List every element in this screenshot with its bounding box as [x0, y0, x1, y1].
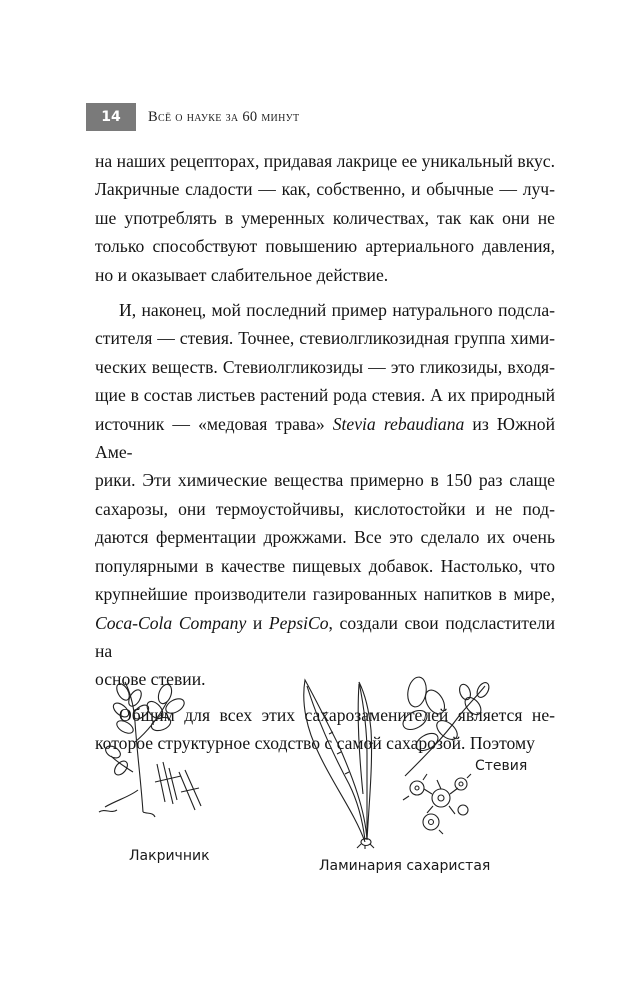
text-run: на наших рецепторах, придавая лакрице ее уникальный вкус.: [95, 151, 555, 171]
text-line: [95, 147, 555, 175]
text-line: [95, 175, 555, 203]
paragraph: [95, 296, 555, 694]
text-run: даются ферментации дрожжами. Все это сделало их очень: [95, 527, 555, 548]
text-line: [95, 410, 555, 467]
text-run: ше употреблять в умеренных количествах, так как они не: [95, 207, 555, 228]
text-run: сахарозы, они термоустойчивы, кислотостойки и не под-: [95, 498, 555, 519]
text-line: [95, 552, 555, 580]
text-line: [95, 296, 555, 324]
licorice-plant-illustration: [95, 672, 215, 822]
text-run: основе стевии.: [95, 669, 206, 690]
text-run: рики. Эти химические вещества примерно в 150 раз слаще: [95, 470, 555, 491]
page-number: 14: [86, 103, 136, 131]
italic-term: PepsiCo: [268, 612, 329, 633]
text-run: стителя — стевия. Точнее, стевиолгликозидная группа хими-: [95, 328, 555, 349]
text-run: источник — «медовая трава»: [95, 413, 333, 434]
text-run: ческих веществ. Стевиолгликозиды — это гликозиды, входя-: [95, 356, 555, 377]
text-run: Лакричные сладости — как, собственно, и обычные — луч-: [95, 179, 555, 200]
text-run: Общим для всех этих сахарозаменителей является не-: [119, 704, 555, 725]
text-line: [95, 580, 555, 608]
text-line: [95, 609, 555, 666]
plants-figure: [95, 672, 555, 882]
stevia-caption: Стевия: [475, 758, 528, 774]
text-run: И, наконец, мой последний пример натурального подсла-: [119, 300, 555, 321]
text-run: из Южной Аме-: [95, 413, 555, 463]
text-line: [95, 466, 555, 494]
body-text: [95, 147, 555, 758]
running-header: [86, 103, 299, 131]
text-line: [95, 232, 555, 260]
text-run: и: [246, 612, 269, 633]
text-run: которое структурное сходство с самой сахарозой. Поэтому: [95, 733, 535, 754]
text-line: [95, 204, 555, 232]
text-line: [95, 353, 555, 381]
licorice-caption: Лакричник: [129, 848, 210, 864]
italic-term: Stevia rebaudiana: [332, 413, 465, 434]
kelp-caption: Ламинария сахаристая: [319, 858, 491, 874]
running-title: Всё о науке за 60 минут: [148, 108, 300, 125]
text-line: [95, 261, 555, 289]
text-line: [95, 495, 555, 523]
text-run: но и оказывает слабительное действие.: [95, 264, 389, 285]
text-line: [95, 324, 555, 352]
text-line: [95, 523, 555, 551]
italic-term: Coca-Cola Company: [95, 612, 247, 633]
text-line: [95, 381, 555, 409]
text-run: крупнейшие производители газированных напитков в мире,: [95, 584, 555, 605]
text-run: , создали свои подсластители на: [95, 612, 555, 661]
text-run: щие в состав листьев растений рода стевия. А их природный: [95, 385, 555, 406]
text-run: популярными в качестве пищевых добавок. Настолько, что: [95, 555, 555, 576]
text-run: только способствуют повышению артериального давления,: [95, 236, 555, 257]
kelp-illustration: [293, 674, 388, 849]
paragraph: [95, 147, 555, 289]
stevia-plant-illustration: [395, 676, 505, 836]
